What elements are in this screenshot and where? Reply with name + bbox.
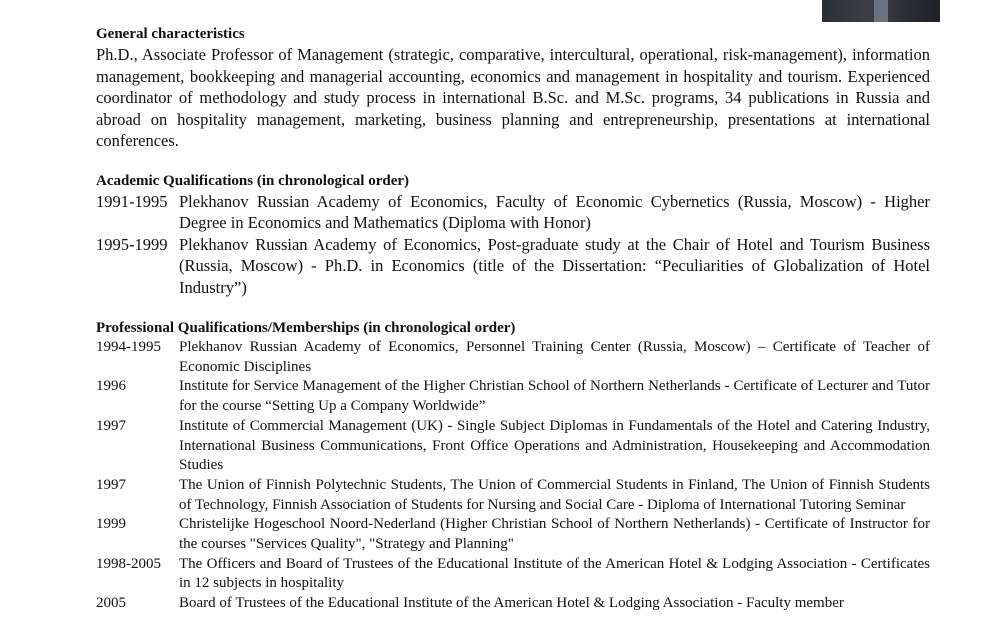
academic-entry <box>96 234 930 299</box>
professional-entry <box>96 515 930 554</box>
academic-qualifications-heading: Academic Qualifications (in chronological order) <box>96 172 410 189</box>
professional-qualifications-section <box>96 318 930 614</box>
entry-years: 1997 <box>96 417 126 434</box>
entry-years: 1998-2005 <box>96 555 161 572</box>
entry-description: Christelijke Hogeschool Noord-Nederland (Higher Christian School of Northern Netherlands) - Certificate of Instructor for the courses "Services Quality", "Strategy and Planning" <box>179 516 930 553</box>
professional-entry <box>96 417 930 476</box>
entry-years: 1999 <box>96 516 126 533</box>
entry-description: Institute for Service Management of the Higher Christian School of Northern Netherlands - Certificate of Lecturer and Tutor for the course “Setting Up a Company Worldwide” <box>179 378 930 415</box>
general-characteristics-text: Ph.D., Associate Professor of Management (strategic, comparative, intercultural, operational, risk-management), information management, bookkeeping and managerial accounting, economics and management in hospitality and tourism. Experienced coordinator of methodology and study process in international B.Sc. and M.Sc. programs, 34 publications in Russia and abroad on hospitality management, marketing, business planning and entrepreneurship, presentations at international conferences. <box>96 45 930 150</box>
general-characteristics-heading: General characteristics <box>96 26 245 42</box>
cv-page <box>96 24 930 614</box>
professional-entry <box>96 476 930 515</box>
entry-description: Institute of Commercial Management (UK) - Single Subject Diplomas in Fundamentals of the Hotel and Catering Industry, International Business Communications, Front Office Operations and Administration, Housekeeping and Accommodation Studies <box>179 417 930 474</box>
professional-entry <box>96 377 930 416</box>
academic-qualifications-section <box>96 171 930 299</box>
entry-years: 1997 <box>96 476 126 493</box>
entry-description: Board of Trustees of the Educational Institute of the American Hotel & Lodging Association - Faculty member <box>179 595 844 612</box>
entry-years: 2005 <box>96 595 126 612</box>
entry-description: Plekhanov Russian Academy of Economics, Personnel Training Center (Russia, Moscow) – Certificate of Teacher of Economic Disciplines <box>179 339 930 375</box>
academic-entry <box>96 191 930 234</box>
entry-description: Plekhanov Russian Academy of Economics, Faculty of Economic Cybernetics (Russia, Moscow) - Higher Degree in Economics and Mathematics (Diploma with Honor) <box>179 191 930 232</box>
entry-years: 1995-1999 <box>96 234 168 254</box>
entry-years: 1994-1995 <box>96 339 161 355</box>
entry-description: The Union of Finnish Polytechnic Students, The Union of Commercial Students in Finland, The Union of Finnish Students of Technology, Finnish Association of Students for Nursing and Social Care - Diploma of International Tutoring Seminar <box>179 476 930 513</box>
entry-description: Plekhanov Russian Academy of Economics, Post-graduate study at the Chair of Hotel and Tourism Business (Russia, Moscow) - Ph.D. in Economics (title of the Dissertation: “Peculiarities of Globalization of Hotel Industry”) <box>179 234 930 297</box>
entry-years: 1991-1995 <box>96 191 168 211</box>
entry-years: 1996 <box>96 378 126 395</box>
general-characteristics-section <box>96 24 930 152</box>
professional-entry <box>96 555 930 594</box>
entry-description: The Officers and Board of Trustees of the Educational Institute of the American Hotel & Lodging Association - Certificates in 12 subjects in hospitality <box>179 555 930 592</box>
professional-entry <box>96 338 930 377</box>
professional-entry <box>96 594 930 614</box>
professional-qualifications-heading: Professional Qualifications/Memberships (in chronological order) <box>96 320 516 336</box>
portrait-photo <box>822 0 940 22</box>
